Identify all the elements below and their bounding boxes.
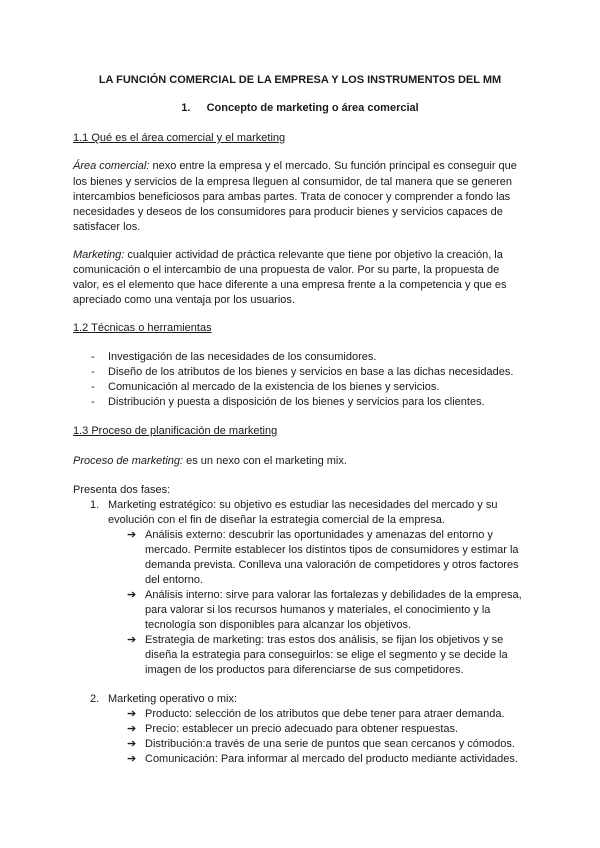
section-1-heading (0, 101, 600, 116)
term-proceso-marketing: Proceso de marketing: (73, 455, 184, 467)
subitem-line: diseña la estrategia para conseguirlos: se elige el segmento y se decide la (145, 649, 508, 661)
subsection-1-1-heading: 1.1 Qué es el área comercial y el marketing (73, 132, 286, 144)
paragraph-line: comunicación o el intercambio de una propuesta de valor. Por su parte, la propuesta de (73, 264, 500, 276)
paragraph-proceso-marketing: Proceso de marketing: es un nexo con el marketing mix. (73, 455, 347, 467)
bullet-dash: - (91, 351, 95, 363)
subitem-line: Estrategia de marketing: tras estos dos análisis, se fijan los objetivos y se (145, 634, 504, 646)
paragraph-line: los bienes y servicios de la empresa lleguen al consumidor, de tal manera que se generen (73, 176, 513, 188)
paragraph-line: apreciado como una ventaja por los usuarios. (73, 294, 295, 306)
bullet-dash: - (91, 381, 95, 393)
subitem-line: mercado. Permite establecer los distintos tipos de consumidores y estimar la (145, 544, 519, 556)
bullet-dash: - (91, 396, 95, 408)
list-item: Diseño de los atributos de los bienes y servicios en base a las dichas necesidades. (108, 366, 514, 378)
phase-2-line: Marketing operativo o mix: (108, 693, 237, 705)
arrow-icon: ➔ (127, 589, 137, 601)
arrow-icon: ➔ (127, 738, 137, 750)
arrow-icon: ➔ (127, 708, 137, 720)
phase-2-number: 2. (90, 693, 100, 705)
mix-item: Producto: selección de los atributos que debe tener para atraer demanda. (145, 708, 505, 720)
section-1-number: 1. (181, 102, 191, 114)
section-1-title: Concepto de marketing o área comercial (206, 102, 419, 114)
subitem-line: Análisis externo: descubrir las oportunidades y amenazas del entorno y (145, 529, 493, 541)
arrow-icon: ➔ (127, 634, 137, 646)
document-title: LA FUNCIÓN COMERCIAL DE LA EMPRESA Y LOS INSTRUMENTOS DEL MM (98, 74, 502, 86)
phase-1-line: Marketing estratégico: su objetivo es estudiar las necesidades del mercado y su (108, 499, 498, 511)
subitem-line: imagen de los productos para diferenciarse de sus competidores. (145, 664, 464, 676)
list-item: Comunicación al mercado de la existencia de los bienes y servicios. (108, 381, 440, 393)
paragraph-line: satisfacer los. (73, 221, 141, 233)
paragraph-marketing-line: Marketing: cualquier actividad de práctica relevante que tiene por objetivo la creación, la (73, 249, 503, 261)
subitem-line: demanda prevista. Conlleva una valoración de competidores y otros factores (145, 559, 519, 571)
phase-1-number: 1. (90, 499, 100, 511)
bullet-dash: - (91, 366, 95, 378)
paragraph-area-comercial-line: Área comercial: nexo entre la empresa y el mercado. Su función principal es conseguir que (73, 160, 517, 172)
phase-1-line: evolución con el fin de diseñar la estrategia comercial de la empresa. (108, 514, 445, 526)
paragraph-line: necesidades y deseos de los consumidores para producir bienes y servicios capaces de (73, 206, 503, 218)
term-marketing: Marketing: (73, 249, 125, 261)
mix-item: Precio: establecer un precio adecuado para obtener respuestas. (145, 723, 459, 735)
paragraph-line: intercambios beneficiosos para ambas partes. Trata de conocer y comprender a fondo las (73, 191, 511, 203)
subsection-1-2-heading: 1.2 Técnicas o herramientas (73, 322, 212, 334)
list-item: Investigación de las necesidades de los consumidores. (108, 351, 377, 363)
arrow-icon: ➔ (127, 529, 137, 541)
subitem-line: para valorar si los recursos humanos y materiales, el conocimiento y la (145, 604, 491, 616)
fases-intro: Presenta dos fases: (73, 484, 171, 496)
list-item: Distribución y puesta a disposición de los bienes y servicios para los clientes. (108, 396, 485, 408)
mix-item: Comunicación: Para informar al mercado del producto mediante actividades. (145, 753, 518, 765)
term-area-comercial: Área comercial: (73, 160, 150, 172)
subitem-line: tecnología son disponibles para alcanzar los objetivos. (145, 619, 411, 631)
subitem-line: Análisis interno: sirve para valorar las fortalezas y debilidades de la empresa, (145, 589, 522, 601)
mix-item: Distribución:a través de una serie de puntos que sean cercanos y cómodos. (145, 738, 515, 750)
arrow-icon: ➔ (127, 753, 137, 765)
subitem-line: del entorno. (145, 574, 204, 586)
paragraph-line: valor, es el elemento que hace diferente a una empresa frente a la competencia y que es (73, 279, 507, 291)
arrow-icon: ➔ (127, 723, 137, 735)
subsection-1-3-heading: 1.3 Proceso de planificación de marketing (73, 425, 278, 437)
